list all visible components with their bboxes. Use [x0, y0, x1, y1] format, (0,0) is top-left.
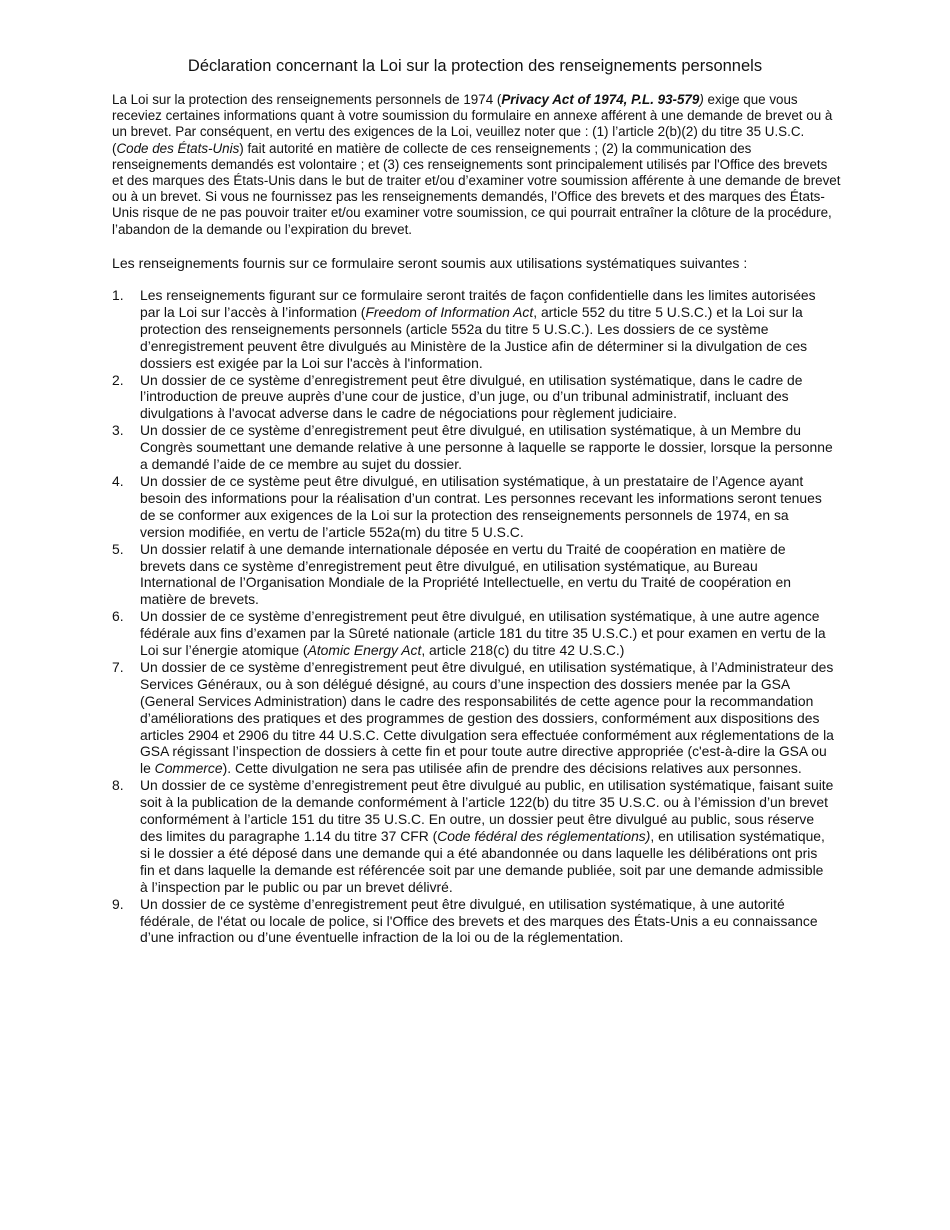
privacy-act-reference: Privacy Act of 1974, P.L. 93-579 [501, 92, 700, 107]
intro-text-3: ) fait autorité en matière de collecte de ces renseignements ; (2) la communication des renseignements demandés est volontaire ; et (3) ces renseignements sont principalement utilisés par l'Office des brevets et des marques des États-Unis dans le but de traiter et/ou d’examiner votre soumission afférente à une demande de brevet ou à un brevet. Si vous ne fournissez pas les renseignements demandés, l’Office des brevets et des marques des États-Unis risque de ne pas pouvoir traiter et/ou examiner votre soumission, ce qui pourrait entraîner la clôture de la procédure, l’abandon de la demande ou l’expiration du brevet. [112, 140, 841, 237]
list-item-text: Un dossier de ce système peut être divulgué, en utilisation systématique, à un prestataire de l’Agence ayant besoin des informations pour la réalisation d’un contrat. Les personnes recevant les informations seront tenues de se conformer aux exigences de la Loi sur la protection des renseignements personnels de 1974, en sa version modifiée, en vertu de l’article 552a(m) du titre 5 U.S.C. [140, 472, 822, 540]
list-item-number: 9. [112, 895, 124, 912]
intro-text-2: exige que vous receviez certaines informations quant à votre soumission du formulaire en annexe afférent à une demande de brevet ou à un brevet. Par conséquent, en vertu des exigences de la Loi, veuillez noter que : (1) l’article 2(b)(2) du titre 35 U.S.C. ( [112, 92, 833, 156]
list-item [112, 422, 834, 473]
list-item-text: Un dossier relatif à une demande internationale déposée en vertu du Traité de coopération en matière de brevets dans ce système d’enregistrement peut être divulgué, en utilisation systématique, au Bureau International de l’Organisation Mondiale de la Propriété Intellectuelle, en vertu du Traité de coopération en matière de brevets. [140, 540, 791, 608]
intro-paragraph [112, 92, 842, 238]
list-item-text: , article 218(c) du titre 42 U.S.C.) [421, 642, 625, 659]
list-item-number: 8. [112, 777, 124, 794]
list-item-text: Un dossier de ce système d’enregistrement peut être divulgué, en utilisation systématique, à un Membre du Congrès soumettant une demande relative à une personne à laquelle se rapporte le dossier, lorsque la personne a demandé l’aide de ce membre au sujet du dossier. [140, 422, 833, 473]
page-title: Déclaration concernant la Loi sur la protection des renseignements personnels [187, 57, 763, 75]
routine-uses-list [112, 287, 834, 946]
list-item-text: Un dossier de ce système d’enregistrement peut être divulgué au public, en utilisation systématique, faisant suite soit à la publication de la demande conformément à l’article 122(b) du titre 35 U.S.C. ou à l’émission d’un brevet conformément à l’article 151 du titre 35 U.S.C. En outre, un dossier peut être divulgué au public, sous réserve des limites du paragraphe 1.14 du titre 37 CFR ( [140, 777, 834, 844]
list-item [112, 473, 834, 541]
list-item-text: , en utilisation systématique, si le dossier a été déposé dans une demande qui a été abandonnée ou dans laquelle les délibérations ont pris fin et dans laquelle la demande est référencée soit par une demande publiée, soit par une demande admissible à l’inspection par le public ou par un brevet délivré. [140, 828, 825, 895]
list-item [112, 608, 834, 659]
list-item [112, 372, 834, 423]
list-item-text: Un dossier de ce système d’enregistrement peut être divulgué, en utilisation systématique, à une autre agence fédérale aux fins d’examen par la Sûreté nationale (article 181 du titre 35 U.S.C.) et pour examen en vertu de la Loi sur l’énergie atomique ( [140, 608, 826, 659]
list-item-number: 5. [112, 540, 124, 557]
atomic-energy-act-reference: Atomic Energy Act [307, 642, 422, 659]
routine-uses-lead: Les renseignements fournis sur ce formulaire seront soumis aux utilisations systématiques suivantes : [112, 255, 748, 271]
list-item [112, 541, 834, 609]
list-item [112, 287, 834, 372]
list-item-number: 6. [112, 608, 124, 625]
list-item-text: Les renseignements figurant sur ce formulaire seront traités de façon confidentielle dans les limites autorisées par la Loi sur l’accès à l’information ( [140, 287, 816, 320]
list-item-text: Un dossier de ce système d’enregistrement peut être divulgué, en utilisation systématique, à l’Administrateur des Services Généraux, ou à son délégué désigné, au cours d’une inspection des dossiers menée par la GSA (General Services Administration) dans le cadre des responsabilités de cette agence pour la recommandation d’améliorations des pratiques et des programmes de gestion des dossiers, conformément aux dispositions des articles 2904 et 2906 du titre 44 U.S.C. Cette divulgation sera effectuée conformément aux réglementations de la GSA régissant l’inspection de dossiers à cette fin et pour toute autre directive appropriée (c'est-à-dire la GSA ou le [140, 658, 834, 777]
list-item-number: 7. [112, 658, 124, 675]
list-item-text: Un dossier de ce système d’enregistrement peut être divulgué, en utilisation systématique, à une autorité fédérale, de l'état ou locale de police, si l'Office des brevets et des marques des États-Unis a eu connaissance d’une infraction ou d’une éventuelle infraction de la loi ou de la réglementation. [140, 895, 818, 946]
list-item-number: 3. [112, 422, 124, 439]
list-item-text: ). Cette divulgation ne sera pas utilisée afin de prendre des décisions relatives aux personnes. [222, 760, 802, 777]
foia-reference: Freedom of Information Act [365, 303, 534, 320]
list-item-number: 4. [112, 472, 124, 489]
commerce-reference: Commerce [154, 760, 223, 777]
intro-text-1: La Loi sur la protection des renseignements personnels de 1974 ( [112, 92, 502, 107]
list-item [112, 896, 834, 947]
list-item [112, 659, 834, 777]
cfr-reference: Code fédéral des réglementations) [437, 828, 651, 844]
list-item-text: Un dossier de ce système d’enregistrement peut être divulgué, en utilisation systématique, dans le cadre de l’introduction de preuve auprès d’une cour de justice, d’un juge, ou d’un tribunal administratif, incluant des divulgations à l'avocat adverse dans le cadre de négociations pour règlement judiciaire. [140, 371, 803, 422]
list-item [112, 777, 834, 895]
intro-closing-paren: ) [699, 92, 704, 107]
list-item-number: 1. [112, 287, 124, 303]
us-code-reference: Code des États-Unis [116, 140, 240, 156]
list-item-number: 2. [112, 371, 124, 388]
list-item-text: , article 552 du titre 5 U.S.C.) et la Loi sur la protection des renseignements personnels (article 552a du titre 5 U.S.C.). Les dossiers de ce système d’enregistrement peuvent être divulgués au Ministère de la Justice afin de déterminer si la divulgation de ces dossiers est exigée par la Loi sur l'accès à l'information. [140, 303, 808, 371]
